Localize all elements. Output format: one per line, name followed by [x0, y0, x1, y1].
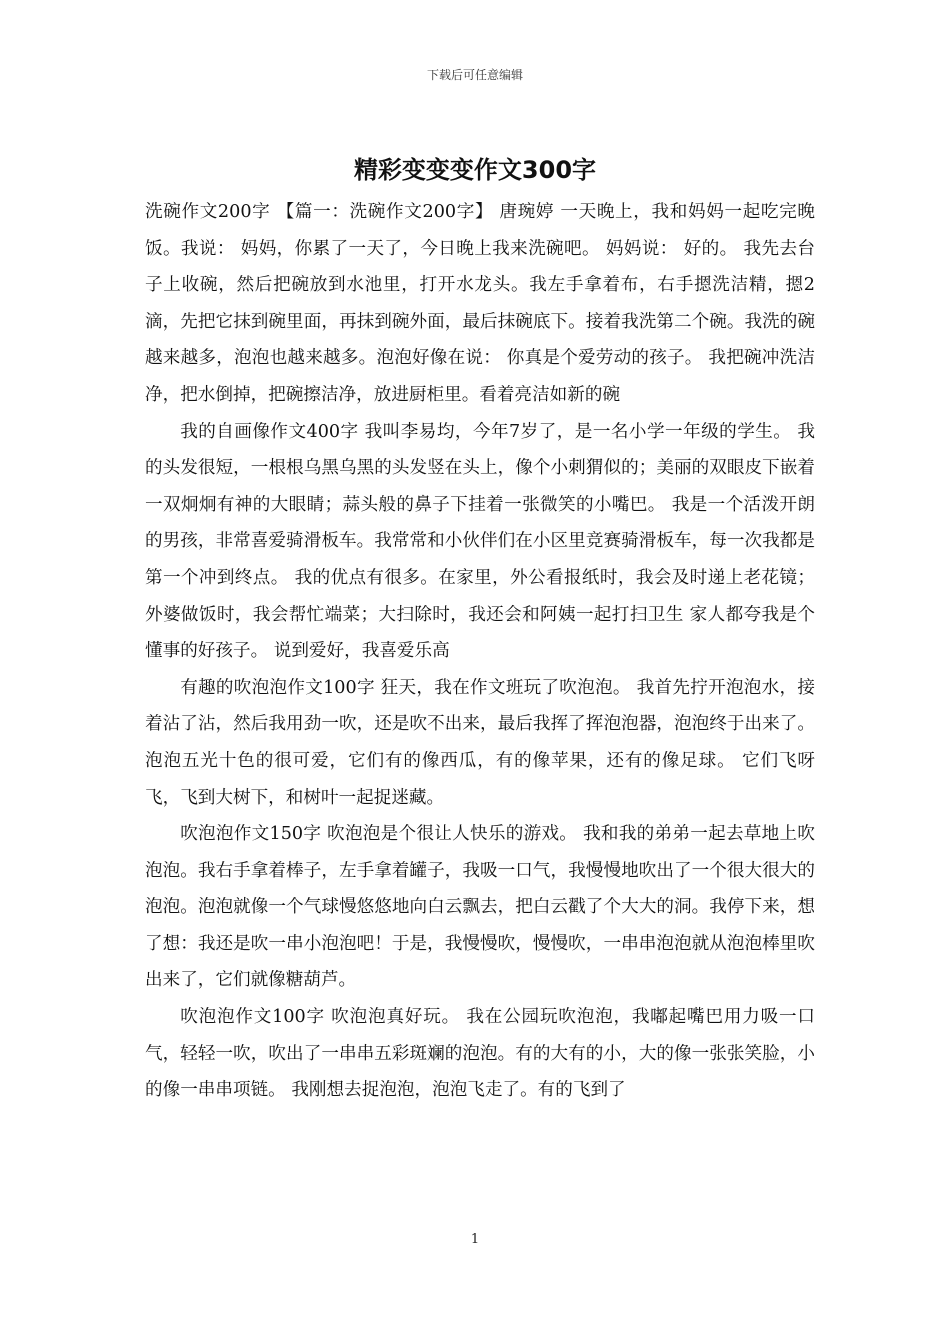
paragraph-4: 吹泡泡作文150字 吹泡泡是个很让人快乐的游戏。 我和我的弟弟一起去草地上吹泡泡。我右手拿着棒子，左手拿着罐子，我吸一口气，我慢慢地吹出了一个很大很大的泡泡。泡泡就像一个气球慢悠悠地向白云飘去，把白云戳了个大大的洞。我停下来，想了想：我还是吹一串小泡泡吧！于是，我慢慢吹，慢慢吹，一串串泡泡就从泡泡棒里吹出来了，它们就像糖葫芦。	[145, 824, 815, 991]
paragraph-2: 我的自画像作文400字 我叫李易均，今年7岁了，是一名小学一年级的学生。 我的头发很短，一根根乌黑乌黑的头发竖在头上，像个小刺猬似的；美丽的双眼皮下嵌着一双炯炯有神的大眼睛；蒜头般的鼻子下挂着一张微笑的小嘴巴。 我是一个活泼开朗的男孩，非常喜爱骑滑板车。我常常和小伙伴们在小区里竞赛骑滑板车，每一次我都是第一个冲到终点。 我的优点有很多。在家里，外公看报纸时，我会及时递上老花镜；外婆做饭时，我会帮忙端菜；大扫除时，我还会和阿姨一起打扫卫生 家人都夸我是个懂事的好孩子。 说到爱好，我喜爱乐高	[145, 421, 815, 662]
header-note: 下载后可任意编辑	[426, 68, 523, 82]
paragraph-5: 吹泡泡作文100字 吹泡泡真好玩。 我在公园玩吹泡泡，我嘟起嘴巴用力吸一口气，轻轻一吹，吹出了一串串五彩斑斓的泡泡。有的大有的小，大的像一张张笑脸，小的像一串串项链。 我刚想去捉泡泡，泡泡飞走了。有的飞到了	[145, 1007, 815, 1101]
document-body	[145, 194, 815, 1109]
paragraph-1: 洗碗作文200字 【篇一：洗碗作文200字】 唐琬婷 一天晚上，我和妈妈一起吃完晚饭。我说： 妈妈，你累了一天了，今日晚上我来洗碗吧。 妈妈说： 好的。 我先去台子上收碗，然后把碗放到水池里，打开水龙头。我左手拿着布，右手摁洗洁精，摁2滴，先把它抹到碗里面，再抹到碗外面，最后抹碗底下。接着我洗第二个碗。我洗的碗越来越多，泡泡也越来越多。泡泡好像在说： 你真是个爱劳动的孩子。 我把碗冲洗洁净，把水倒掉，把碗擦洁净，放进厨柜里。看着亮洁如新的碗	[145, 202, 815, 405]
page-number: 1	[470, 1232, 480, 1247]
paragraph-3: 有趣的吹泡泡作文100字 狂天，我在作文班玩了吹泡泡。 我首先拧开泡泡水，接着沾了沾，然后我用劲一吹，还是吹不出来，最后我挥了挥泡泡器，泡泡终于出来了。泡泡五光十色的很可爱，它们有的像西瓜，有的像苹果，还有的像足球。 它们飞呀飞，飞到大树下，和树叶一起捉迷藏。	[145, 677, 815, 808]
document-title: 精彩变变变作文300字	[353, 156, 597, 184]
